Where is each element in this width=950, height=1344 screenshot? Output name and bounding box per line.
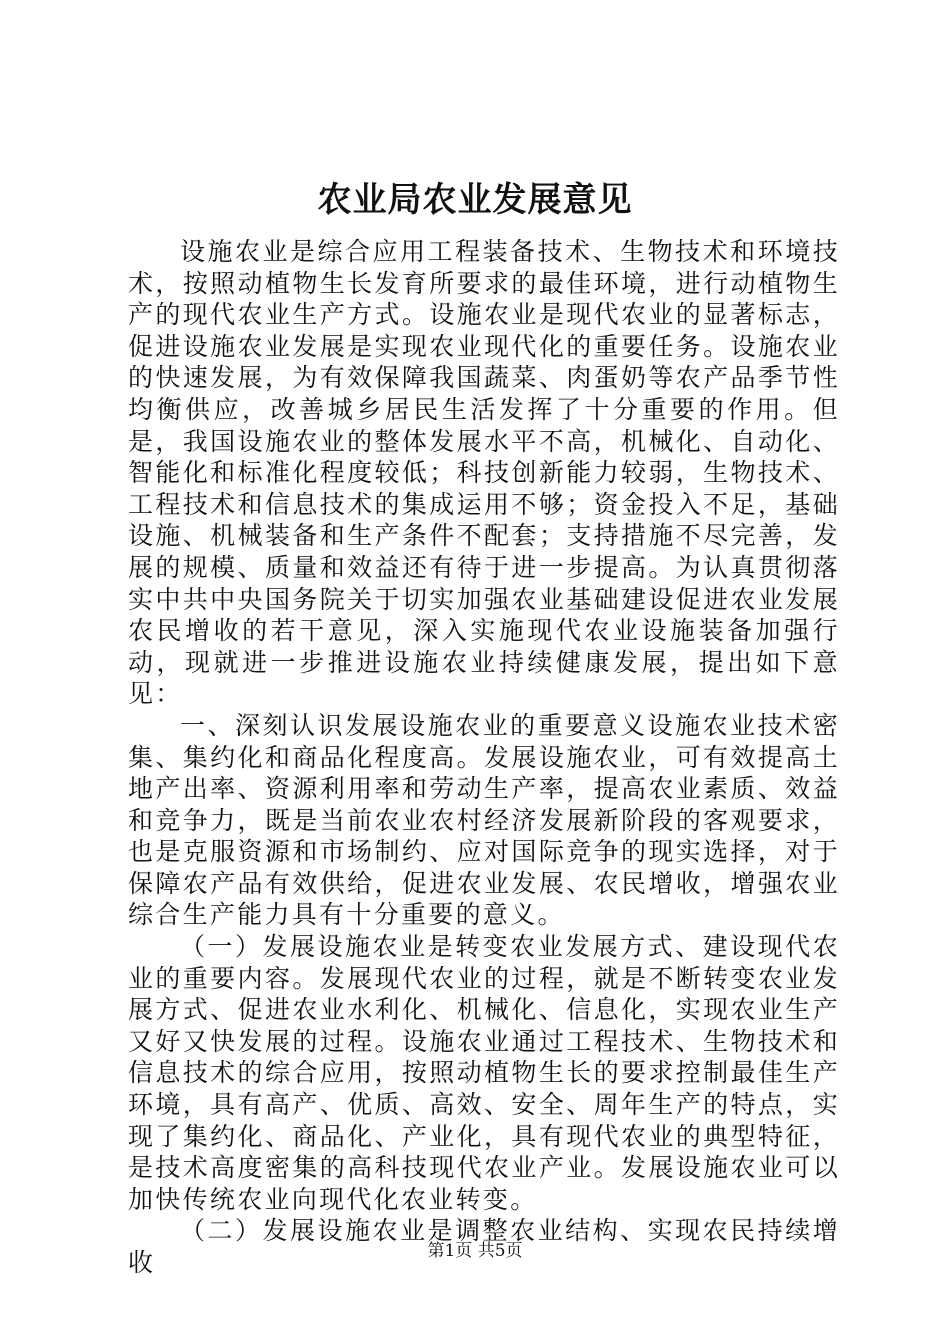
paragraph-subsection-1: （一）发展设施农业是转变农业发展方式、建设现代农业的重要内容。发展现代农业的过程，就是不断转变农业发展方式、促进农业水利化、机械化、信息化，实现农业生产又好又快发展的过程。设施农业通过工程技术、生物技术和信息技术的综合应用，按照动植物生长的要求控制最佳生产环境，具有高产、优质、高效、安全、周年生产的特点，实现了集约化、商品化、产业化，具有现代农业的典型特征，是技术高度密集的高科技现代农业产业。发展设施农业可以加快传统农业向现代化农业转变。	[128, 932, 840, 1214]
paragraph-intro: 设施农业是综合应用工程装备技术、生物技术和环境技术，按照动植物生长发育所要求的最佳环境，进行动植物生产的现代农业生产方式。设施农业是现代农业的显著标志，促进设施农业发展是实现农业现代化的重要任务。设施农业的快速发展，为有效保障我国蔬菜、肉蛋奶等农产品季节性均衡供应，改善城乡居民生活发挥了十分重要的作用。但是，我国设施农业的整体发展水平不高，机械化、自动化、智能化和标准化程度较低；科技创新能力较弱，生物技术、工程技术和信息技术的集成运用不够；资金投入不足，基础设施、机械装备和生产条件不配套；支持措施不尽完善，发展的规模、质量和效益还有待于进一步提高。为认真贯彻落实中共中央国务院关于切实加强农业基础建设促进农业发展农民增收的若干意见，深入实施现代农业设施装备加强行动，现就进一步推进设施农业持续健康发展，提出如下意见：	[128, 237, 840, 709]
paragraph-section-1: 一、深刻认识发展设施农业的重要意义设施农业技术密集、集约化和商品化程度高。发展设施农业，可有效提高土地产出率、资源利用率和劳动生产率，提高农业素质、效益和竞争力，既是当前农业农村经济发展新阶段的客观要求，也是克服资源和市场制约、应对国际竞争的现实选择，对于保障农产品有效供给，促进农业发展、农民增收，增强农业综合生产能力具有十分重要的意义。	[128, 710, 840, 930]
page-number-footer: 第1页 共5页	[427, 1241, 523, 1261]
document-body	[128, 236, 840, 1279]
document-title: 农业局农业发展意见	[317, 180, 633, 220]
paragraph-subsection-2: （二）发展设施农业是调整农业结构、实现农民持续增收	[128, 1216, 840, 1277]
